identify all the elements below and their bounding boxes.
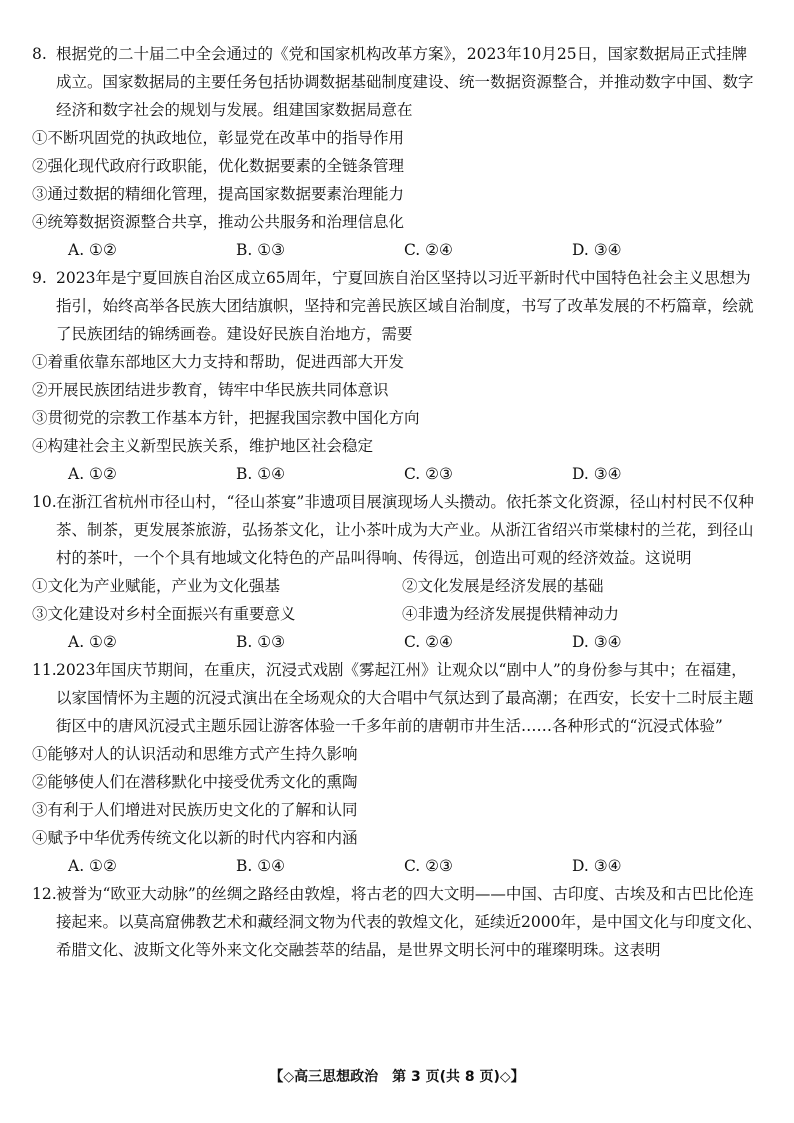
statement: ①着重依靠东部地区大力支持和帮助，促进西部大开发 (32, 353, 405, 371)
choice-c: C. ②④ (404, 241, 453, 259)
choice-a: A. ①② (68, 633, 117, 651)
question-text: 在浙江省杭州市径山村，“径山茶宴”非遗项目展演现场人头攒动。依托茶文化资源，径山村村民不仅种茶、制茶，更发展茶旅游，弘扬茶文化，让小茶叶成为大产业。从浙江省绍兴市棠棣村的兰花，到径山村的茶叶，一个个具有地域文化特色的产品叫得响、传得远，创造出可观的经济效益。这说明 (56, 493, 754, 567)
statement: ②能够使人们在潜移默化中接受优秀文化的熏陶 (32, 773, 358, 791)
choice-a: A. ①② (68, 857, 117, 875)
choice-c: C. ②③ (404, 465, 453, 483)
question-number: 12. (32, 885, 57, 903)
choice-c: C. ②④ (404, 633, 453, 651)
choice-b: B. ①④ (236, 465, 286, 483)
choice-d: D. ③④ (572, 465, 622, 483)
choice-a: A. ①② (68, 241, 117, 259)
choice-b: B. ①③ (236, 633, 286, 651)
choice-b: B. ①③ (236, 241, 286, 259)
statement: ①能够对人的认识活动和思维方式产生持久影响 (32, 745, 358, 763)
statement: ④统筹数据资源整合共享，推动公共服务和治理信息化 (32, 213, 405, 231)
question-10 (32, 488, 762, 656)
choice-b: B. ①④ (236, 857, 286, 875)
question-number: 8. (32, 45, 47, 63)
question-11 (32, 656, 762, 880)
answer-choices (32, 460, 762, 488)
question-12 (32, 880, 762, 964)
statement: ②开展民族团结进步教育，铸牢中华民族共同体意识 (32, 381, 389, 399)
choice-d: D. ③④ (572, 241, 622, 259)
question-8 (32, 40, 762, 264)
statement-grid (32, 572, 762, 628)
answer-choices (32, 236, 762, 264)
exam-page (32, 40, 762, 964)
statement: ①文化为产业赋能，产业为文化强基 (32, 577, 281, 595)
question-number: 9. (32, 269, 47, 287)
answer-choices (32, 628, 762, 656)
choice-d: D. ③④ (572, 633, 622, 651)
question-9 (32, 264, 762, 488)
statement: ④非遗为经济发展提供精神动力 (402, 605, 620, 623)
statement: ②强化现代政府行政职能，优化数据要素的全链条管理 (32, 157, 405, 175)
answer-choices (32, 852, 762, 880)
question-stem (32, 880, 762, 964)
choice-d: D. ③④ (572, 857, 622, 875)
statement: ①不断巩固党的执政地位，彰显党在改革中的指导作用 (32, 129, 405, 147)
question-stem (32, 656, 762, 740)
question-stem (32, 488, 762, 572)
choice-c: C. ②③ (404, 857, 453, 875)
statement: ③文化建设对乡村全面振兴有重要意义 (32, 605, 296, 623)
question-text: 2023年国庆节期间，在重庆，沉浸式戏剧《雾起江州》让观众以“剧中人”的身份参与其中；在福建，以家国情怀为主题的沉浸式演出在全场观众的大合唱中气氛达到了最高潮；在西安，长安十二时辰主题街区中的唐风沉浸式主题乐园让游客体验一千多年前的唐朝市井生活……各种形式的“沉浸式体验” (56, 661, 754, 735)
question-text: 被誉为“欧亚大动脉”的丝绸之路经由敦煌，将古老的四大文明——中国、古印度、古埃及和古巴比伦连接起来。以莫高窟佛教艺术和藏经洞文物为代表的敦煌文化，延续近2000年，是中国文化与印度文化、希腊文化、波斯文化等外来文化交融荟萃的结晶，是世界文明长河中的璀璨明珠。这表明 (56, 885, 762, 959)
question-number: 11. (32, 661, 57, 679)
statement: ③通过数据的精细化管理，提高国家数据要素治理能力 (32, 185, 405, 203)
statement: ②文化发展是经济发展的基础 (402, 577, 604, 595)
statement: ④构建社会主义新型民族关系，维护地区社会稳定 (32, 437, 374, 455)
question-stem (32, 40, 762, 124)
question-stem (32, 264, 762, 348)
page-footer: 【◇高三思想政治 第 3 页(共 8 页)◇】 (269, 1069, 525, 1085)
statement: ③有利于人们增进对民族历史文化的了解和认同 (32, 801, 358, 819)
question-text: 根据党的二十届二中全会通过的《党和国家机构改革方案》，2023年10月25日，国家数据局正式挂牌成立。国家数据局的主要任务包括协调数据基础制度建设、统一数据资源整合，并推动数字中国、数字经济和数字社会的规划与发展。组建国家数据局意在 (56, 45, 754, 119)
statement: ④赋予中华优秀传统文化以新的时代内容和内涵 (32, 829, 358, 847)
question-number: 10. (32, 493, 57, 511)
statement: ③贯彻党的宗教工作基本方针，把握我国宗教中国化方向 (32, 409, 420, 427)
choice-a: A. ①② (68, 465, 117, 483)
question-text: 2023年是宁夏回族自治区成立65周年，宁夏回族自治区坚持以习近平新时代中国特色社会主义思想为指引，始终高举各民族大团结旗帜，坚持和完善民族区域自治制度，书写了改革发展的不朽篇章，绘就了民族团结的锦绣画卷。建设好民族自治地方，需要 (56, 269, 754, 343)
